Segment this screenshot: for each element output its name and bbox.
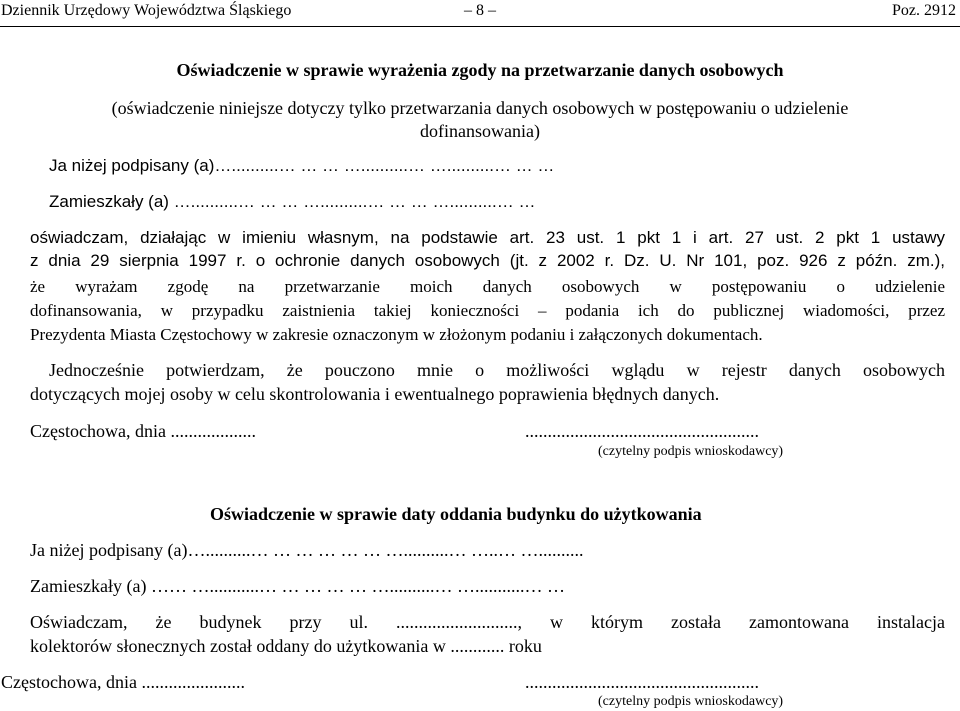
paragraph2-line-1: Jednocześnie potwierdzam, że pouczono mnie o możliwości wglądu w rejestr danych osobowych	[49, 360, 945, 380]
page-header	[0, 0, 960, 27]
place-date-field-2: Częstochowa, dnia .......................	[1, 672, 245, 692]
signature-caption-2: (czytelny podpis wnioskodawcy)	[598, 694, 784, 709]
paragraph2-line-2: dotyczących mojej osoby w celu skontrolowania i ewentualnego poprawienia błędnych danych.	[30, 384, 720, 404]
statement-line-2: kolektorów słonecznych został oddany do użytkowania w ............ roku	[30, 636, 542, 656]
consent-subtitle-line-2: dofinansowania)	[420, 121, 540, 141]
signatory-field: Ja niżej podpisany (a)…..........… … … …..........… …..........… … …	[49, 156, 555, 175]
paragraph1-line-4: dofinansowania, w przypadku zaistnienia takiej konieczności – podania ich do publicznej wiadomości, przez	[30, 301, 945, 320]
paragraph1-line-1: oświadczam, działając w imieniu własnym, na podstawie art. 23 ust. 1 pkt 1 i art. 27 ust. 2 pkt 1 ustawy	[30, 228, 945, 247]
place-date-field: Częstochowa, dnia ...................	[30, 421, 256, 441]
signature-line: ....................................................	[525, 421, 759, 441]
signature-caption: (czytelny podpis wnioskodawcy)	[598, 444, 784, 459]
residence-field: Zamieszkały (a) …..........… … … …..........… … … …..........… …	[49, 192, 536, 211]
paragraph1-line-2: z dnia 29 sierpnia 1997 r. o ochronie danych osobowych (jt. z 2002 r. Dz. U. Nr 101, poz. 926 z późn. zm.),	[30, 251, 945, 270]
journal-name: Dziennik Urzędowy Województwa Śląskiego	[1, 2, 292, 19]
position-number: Poz. 2912	[892, 2, 956, 19]
residence-field-2: Zamieszkały (a) …… …...........… … … … … …..........… …...........… …	[30, 576, 565, 596]
consent-subtitle-line-1: (oświadczenie niniejsze dotyczy tylko przetwarzania danych osobowych w postępowaniu o udzielenie	[111, 98, 849, 118]
consent-title: Oświadczenie w sprawie wyrażenia zgody na przetwarzanie danych osobowych	[176, 60, 784, 80]
paragraph1-line-3: że wyrażam zgodę na przetwarzanie moich danych osobowych w postępowaniu o udzielenie	[30, 277, 945, 296]
signatory-field-2: Ja niżej podpisany (a)…..........… … … … … … …..........… …..… …..........	[30, 540, 584, 560]
signature-line-2: ....................................................	[525, 672, 759, 692]
building-date-title: Oświadczenie w sprawie daty oddania budynku do użytkowania	[210, 504, 702, 524]
page-number: – 8 –	[464, 2, 496, 19]
statement-line-1: Oświadczam, że budynek przy ul. ..........................., w którym została zamontowana instalacja	[30, 612, 945, 632]
paragraph1-line-5: Prezydenta Miasta Częstochowy w zakresie oznaczonym w złożonym podaniu i załączonych dokumentach.	[30, 325, 763, 344]
